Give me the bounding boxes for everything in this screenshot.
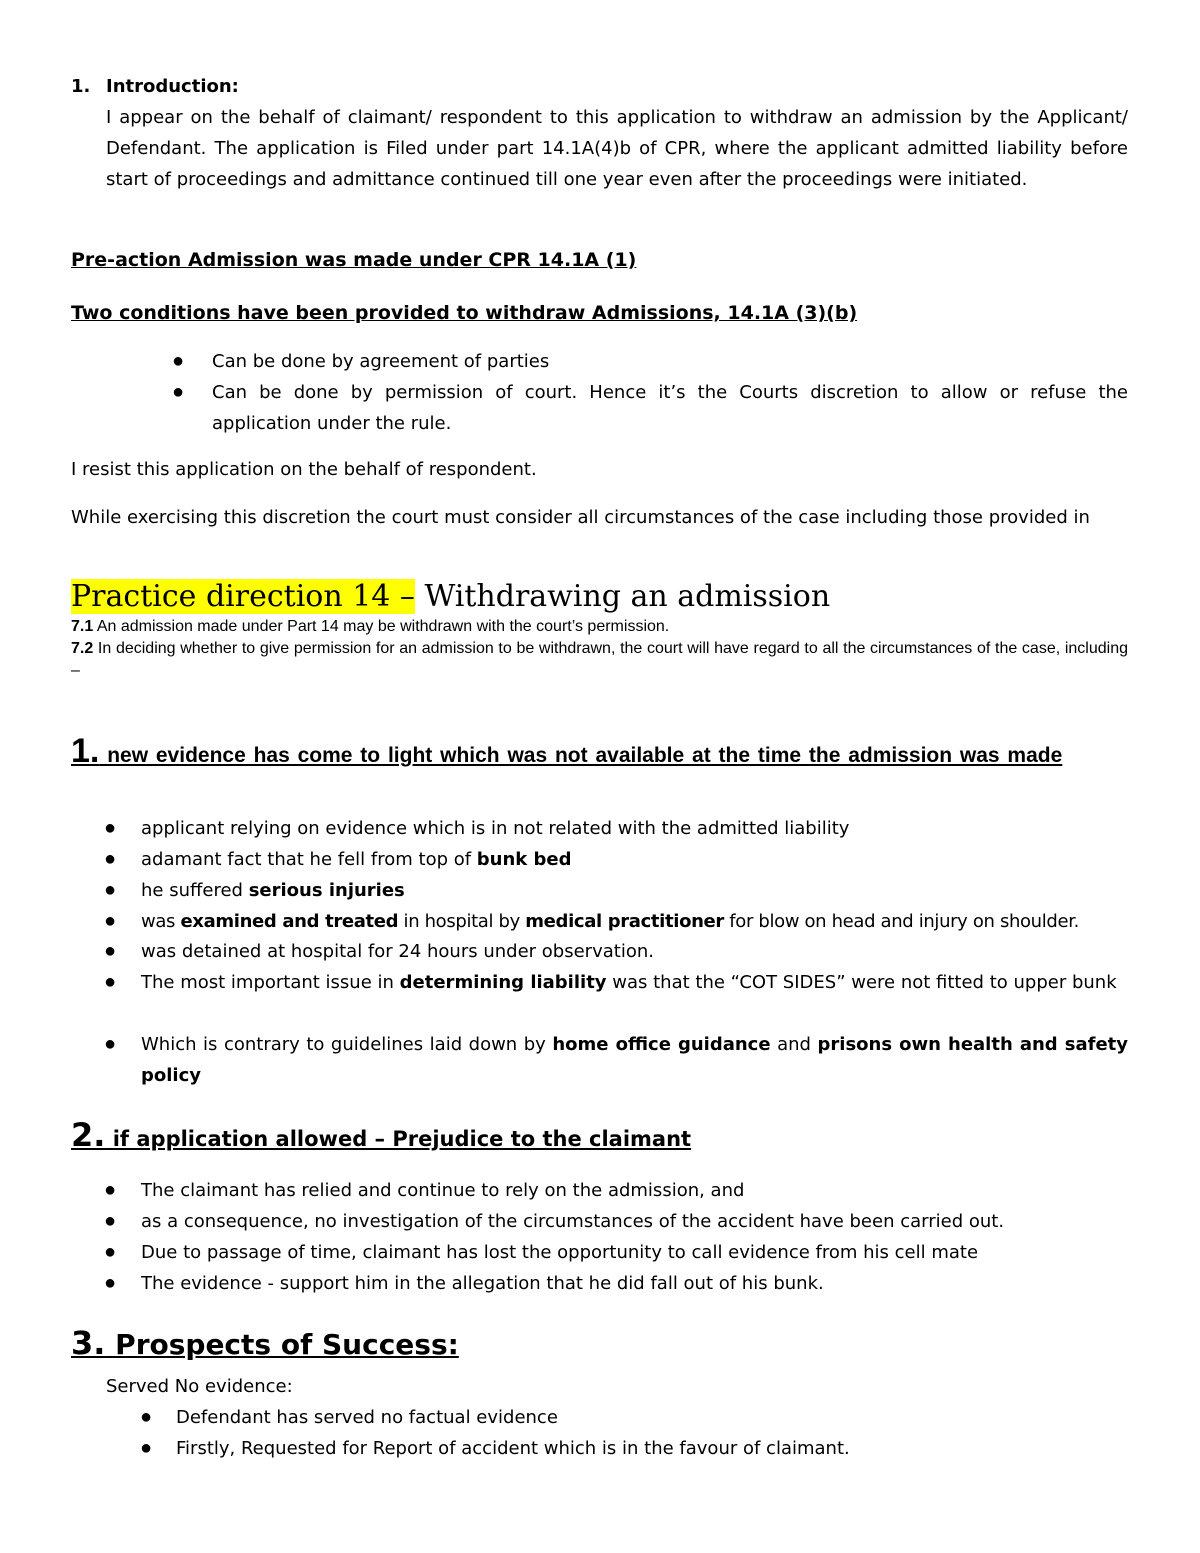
pd-para-text: An admission made under Part 14 may be withdrawn with the court’s permission. — [93, 618, 670, 635]
intro-number: 1. — [71, 76, 91, 97]
item-text: and — [770, 1034, 818, 1055]
evidence-item — [141, 844, 572, 875]
bullet-icon: ● — [172, 381, 185, 403]
section-title: new evidence has come to light which was not available at the time the admission was made — [99, 744, 1063, 767]
bullet-icon: ● — [104, 817, 117, 839]
bullet-icon: ● — [104, 940, 117, 962]
item-text: for blow on head and injury on shoulder. — [723, 911, 1079, 932]
discretion-paragraph: While exercising this discretion the court must consider all circumstances of the case including those provided in — [71, 507, 1090, 528]
resist-paragraph: I resist this application on the behalf of respondent. — [71, 459, 537, 480]
intro-paragraph: I appear on the behalf of claimant/ respondent to this application to withdraw an admission by the Applicant/ Defendant. The application is Filed under part 14.1A(4)b of CPR, where the applicant admitted liability before start of proceedings and admittance continued till one year even after the proceedings were initiated. — [106, 107, 1128, 190]
practice-direction-title-highlight: Practice direction 14 – — [71, 579, 415, 614]
item-text: Which is contrary to guidelines laid down by — [141, 1034, 553, 1055]
bullet-icon: ● — [104, 910, 117, 932]
bullet-icon: ● — [104, 848, 117, 870]
item-bold-text: serious injuries — [248, 880, 405, 901]
item-text: was — [141, 911, 181, 932]
condition-item: Can be done by permission of court. Hence it’s the Courts discretion to allow or refuse the application under the rule. — [212, 382, 1128, 434]
pd-para-number: 7.1 — [71, 618, 94, 635]
bullet-icon: ● — [104, 971, 117, 993]
item-bold-text: determining liability — [399, 972, 607, 993]
prospects-item: Defendant has served no factual evidence — [176, 1407, 558, 1428]
prejudice-item: Due to passage of time, claimant has lost the opportunity to call evidence from his cell mate — [141, 1242, 979, 1263]
bullet-icon: ● — [104, 1210, 117, 1232]
bullet-icon: ● — [104, 1241, 117, 1263]
section-3-heading — [71, 1323, 459, 1365]
bullet-icon: ● — [140, 1406, 153, 1428]
pd-para-text: In deciding whether to give permission for an admission to be withdrawn, the court will have regard to all the circumstances of the case, including – — [71, 640, 1128, 679]
item-text: he suffered — [141, 880, 249, 901]
bullet-icon: ● — [104, 1033, 117, 1055]
served-label: Served No evidence: — [106, 1376, 293, 1397]
section-number: 1. — [71, 732, 100, 770]
condition-item: Can be done by agreement of parties — [212, 351, 550, 372]
evidence-item — [141, 1029, 1128, 1091]
section-2-heading — [71, 1116, 692, 1155]
section-number: 2. — [71, 1116, 106, 1154]
evidence-item — [141, 813, 849, 844]
practice-direction-title-rest: Withdrawing an admission — [414, 579, 831, 614]
bullet-icon: ● — [104, 1272, 117, 1294]
section-title: Prospects of Success: — [105, 1328, 459, 1361]
bullet-icon: ● — [172, 350, 185, 372]
item-bold-text: home office guidance — [552, 1034, 771, 1055]
pd-para-number: 7.2 — [71, 640, 94, 657]
item-bold-text: bunk bed — [476, 849, 572, 870]
evidence-item — [141, 936, 654, 967]
prospects-item: Firstly, Requested for Report of accident which is in the favour of claimant. — [176, 1438, 850, 1459]
evidence-item — [141, 906, 1079, 937]
section-title: if application allowed – Prejudice to the claimant — [105, 1127, 692, 1151]
item-bold-text: prisons own health and safety policy — [141, 1034, 1129, 1086]
item-text: was that the “COT SIDES” were not fitted to upper bunk — [606, 972, 1117, 993]
two-conditions-heading: Two conditions have been provided to withdraw Admissions, 14.1A (3)(b) — [71, 302, 858, 324]
item-text: was detained at hospital for 24 hours under observation. — [141, 941, 654, 962]
item-text: adamant fact that he fell from top of — [141, 849, 477, 870]
evidence-item — [141, 875, 405, 906]
intro-title: Introduction: — [106, 76, 239, 97]
bullet-icon: ● — [140, 1437, 153, 1459]
bullet-icon: ● — [104, 1179, 117, 1201]
pd-para-7-1 — [71, 616, 1128, 638]
pd-para-7-2 — [71, 638, 1128, 682]
bullet-icon: ● — [104, 879, 117, 901]
prejudice-item: as a consequence, no investigation of the circumstances of the accident have been carried out. — [141, 1211, 1005, 1232]
pre-action-heading: Pre-action Admission was made under CPR 14.1A (1) — [71, 249, 637, 271]
prejudice-item: The claimant has relied and continue to rely on the admission, and — [141, 1180, 745, 1201]
item-bold-text: medical practitioner — [525, 911, 724, 932]
section-1-heading — [71, 732, 1128, 772]
item-text: The most important issue in — [141, 972, 400, 993]
prejudice-item: The evidence - support him in the allegation that he did fall out of his bunk. — [141, 1273, 824, 1294]
item-text: in hospital by — [398, 911, 526, 932]
practice-direction-title — [71, 578, 830, 616]
item-text: applicant relying on evidence which is in not related with the admitted liability — [141, 818, 850, 839]
evidence-item — [141, 967, 1128, 998]
section-number: 3. — [71, 1324, 106, 1362]
item-bold-text: examined and treated — [180, 911, 399, 932]
